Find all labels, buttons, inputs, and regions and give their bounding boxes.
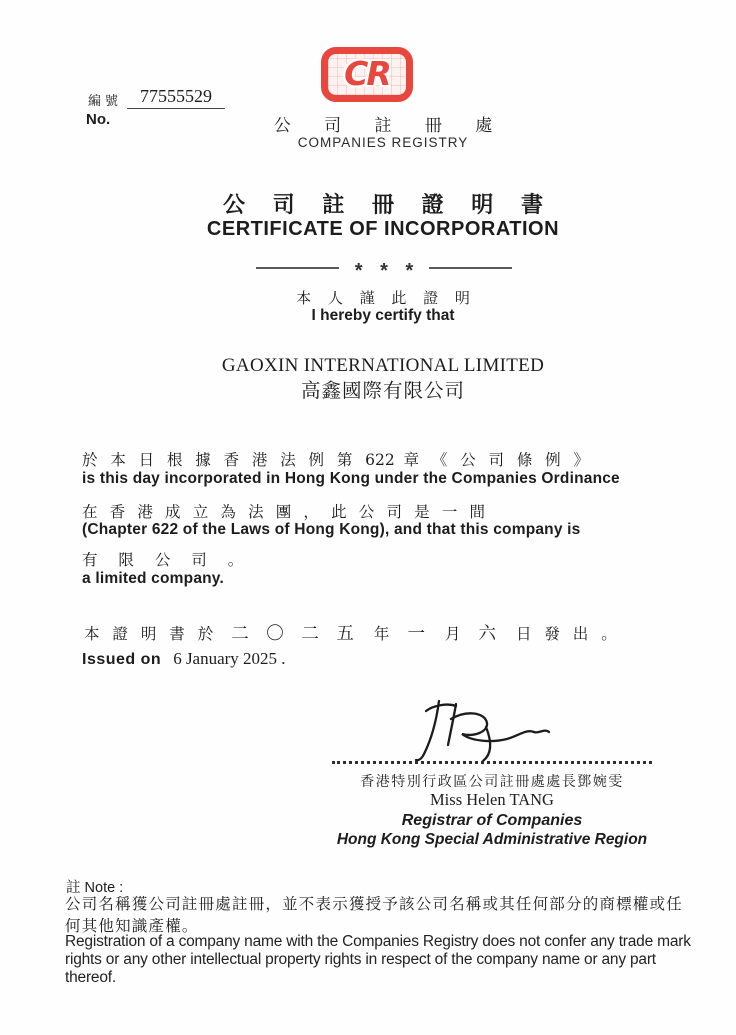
title-separator: [256, 258, 512, 282]
issued-prefix-zh: 本 證 明 書 於: [84, 625, 218, 643]
body-line2-en: (Chapter 622 of the Laws of Hong Kong), and that this company is: [82, 521, 581, 538]
certificate-title-en: CERTIFICATE OF INCORPORATION: [206, 218, 560, 240]
body-line1-en: is this day incorporated in Hong Kong under the Companies Ordinance: [82, 470, 620, 487]
serial-number: 77555529: [140, 86, 212, 106]
company-name-en: GAOXIN INTERNATIONAL LIMITED: [221, 355, 545, 376]
signature-scribble-icon: [398, 696, 558, 764]
issued-month-zh: 一: [407, 624, 431, 644]
note-text-zh: 公司名稱獲公司註冊處註冊，並不表示獲授予該公司名稱或其任何部分的商標權或任何其他知識產權。: [65, 895, 683, 935]
note-label: 註 Note :: [66, 880, 124, 896]
signature-dotted-line: [332, 761, 652, 764]
company-name-zh: 高鑫國際有限公司: [300, 379, 465, 402]
serial-underline: [127, 108, 225, 109]
body-line1-zh: 於 本 日 根 據 香 港 法 例 第 622 章 《 公 司 條 例 》: [82, 451, 589, 469]
companies-registry-logo: [321, 47, 413, 102]
registry-name-zh: 公 司 註 冊 處: [273, 116, 507, 136]
body-line2-zh: 在 香 港 成 立 為 法 團 ， 此 公 司 是 一 間: [82, 503, 485, 521]
separator-line-right: [429, 267, 512, 269]
issued-year-unit-zh: 年: [373, 625, 394, 643]
registrar-region: Hong Kong Special Administrative Region: [336, 831, 648, 848]
issued-suffix-zh: 日 發 出 。: [515, 625, 621, 643]
note-text-en: Registration of a company name with the Companies Registry does not confer any trade mark rights or any other intellectual property rights in respect of the company name or any part thereof.: [65, 933, 691, 986]
issued-line-en: [82, 649, 286, 669]
issued-month-unit-zh: 月: [444, 625, 465, 643]
issued-day-zh: 六: [478, 624, 502, 644]
separator-line-left: [256, 267, 339, 269]
body-line3-en: a limited company.: [82, 570, 224, 587]
cr-monogram-icon: CR: [344, 54, 390, 93]
certify-statement-en: I hereby certify that: [311, 307, 455, 324]
certificate-title-zh: 公 司 註 冊 證 明 書: [223, 192, 553, 218]
serial-label-en: No.: [86, 111, 111, 128]
issued-date-en: 6 January 2025 .: [173, 649, 286, 668]
registrar-name: Miss Helen TANG: [430, 790, 554, 809]
issued-year-zh: 二 〇 二 五: [231, 624, 360, 644]
registrar-signature: [398, 696, 558, 769]
certify-statement-zh: 本 人 謹 此 證 明: [296, 289, 476, 307]
registrar-title-zh: 香港特別行政區公司註冊處處長鄧婉雯: [360, 774, 624, 790]
issued-line-zh: [84, 620, 621, 645]
issued-label-en: Issued on: [82, 651, 162, 668]
body-line3-zh: 有 限 公 司 。: [82, 551, 252, 569]
registrar-role: Registrar of Companies: [401, 812, 583, 829]
separator-stars: * * *: [354, 260, 420, 282]
serial-label-zh: 編號: [88, 94, 123, 109]
registry-name-en: COMPANIES REGISTRY: [297, 135, 469, 150]
